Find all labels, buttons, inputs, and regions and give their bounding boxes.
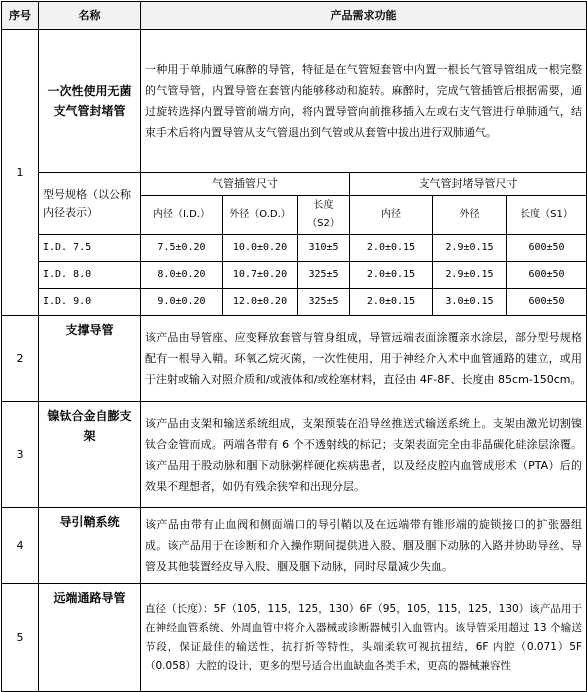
spec-bronch-header: 支气管封堵导管尺寸	[350, 173, 587, 196]
product-requirements-table	[1, 1, 587, 692]
spec-cell: 9.0±0.20	[141, 289, 223, 316]
spec-row	[2, 289, 587, 316]
spec-trach-header: 气管插管尺寸	[141, 173, 350, 196]
product-description: 该产品由导管座、应变释放套管与管身组成，导管远端表面涂覆亲水涂层，部分型号规格配有一根导入鞘。环氧乙烷灭菌，一次性使用，用于神经介入术中血管通路的建立，或用于注射或输入对照介质和/或液体和/或栓塞材料，直径由 4F-8F、长度由 85cm-150cm。	[141, 316, 587, 402]
row-number: 1	[2, 30, 39, 316]
spec-model-header: 型号规格（以公称内径表示）	[39, 173, 141, 235]
spec-header-row	[2, 173, 587, 196]
table-row	[2, 508, 587, 584]
spec-cell: 600±50	[507, 262, 587, 289]
product-description: 该产品由支架和输送系统组成，支架预装在沿导丝推送式输送系统上。支架由激光切割镍钛合金管而成。两端各带有 6 个不透射线的标记；支架表面完全由非晶碳化硅涂层涂覆。该产品用于股动脉和腘下动脉粥样硬化疾病患者，以及经皮腔内血管成形术（PTA）后的效果不理想者，如仍有残余狭窄和出现分层。	[141, 402, 587, 508]
product-name: 导引鞘系统	[39, 508, 141, 584]
row-number: 2	[2, 316, 39, 402]
spec-cell: 8.0±0.20	[141, 262, 223, 289]
spec-cell: 10.0±0.20	[223, 235, 298, 262]
row-number: 4	[2, 508, 39, 584]
spec-model: I.D. 7.5	[39, 235, 141, 262]
spec-cell: 600±50	[507, 289, 587, 316]
spec-cell: 2.0±0.15	[350, 289, 433, 316]
product-description: 一种用于单肺通气麻醉的导管，特征是在气管短套管中内置一根长气管导管组成一根完整的气管导管，内置导管在套管内能够移动和旋转。麻醉时，完成气管插管后根据需要，通过旋转选择内置导管前端方向，将内置导管向前推移插入左或右支气管进行单肺通气，结束手术后将内置导管从支气管退出到气管或从套管中拔出进行双肺通气。	[141, 30, 587, 173]
product-name: 远端通路导管	[39, 584, 141, 692]
spec-cell: 2.0±0.15	[350, 235, 433, 262]
spec-row	[2, 262, 587, 289]
spec-subheader: 长度（S2）	[298, 196, 350, 235]
header-no: 序号	[2, 2, 39, 30]
spec-cell: 310±5	[298, 235, 350, 262]
table-row	[2, 30, 587, 173]
product-description: 直径（长度）：5F（105，115，125，130）6F（95，105，115，125，130）该产品用于在神经血管系统、外周血管中将介入器械或诊断器械引入血管内。该导管采用超过 13 个输送节段，保证最佳的输送性，抗打折等特性，头端柔软可视抗扭结，6F 内腔（0.071）5F（0.058）大腔的设计，更多的型号适合出血缺血各类手术，更高的器械兼容性	[141, 584, 587, 692]
spec-cell: 325±5	[298, 289, 350, 316]
spec-model: I.D. 9.0	[39, 289, 141, 316]
spec-cell: 10.7±0.20	[223, 262, 298, 289]
product-name: 支撑导管	[39, 316, 141, 402]
spec-subheader: 外径（O.D.）	[223, 196, 298, 235]
spec-subheader: 内径	[350, 196, 433, 235]
spec-subheader: 内径（I.D.）	[141, 196, 223, 235]
spec-cell: 12.0±0.20	[223, 289, 298, 316]
table-row	[2, 316, 587, 402]
table-row	[2, 402, 587, 508]
table-row	[2, 584, 587, 692]
spec-subheader: 长度（S1）	[507, 196, 587, 235]
spec-cell: 2.9±0.15	[433, 262, 507, 289]
row-number: 3	[2, 402, 39, 508]
header-function: 产品需求功能	[141, 2, 587, 30]
document-page	[0, 1, 587, 674]
spec-cell: 2.0±0.15	[350, 262, 433, 289]
spec-cell: 7.5±0.20	[141, 235, 223, 262]
spec-cell: 325±5	[298, 262, 350, 289]
header-name: 名称	[39, 2, 141, 30]
spec-row	[2, 235, 587, 262]
spec-cell: 3.0±0.15	[433, 289, 507, 316]
spec-model: I.D. 8.0	[39, 262, 141, 289]
table-header-row	[2, 2, 587, 30]
product-name: 镍钛合金自膨支架	[39, 402, 141, 508]
spec-cell: 2.9±0.15	[433, 235, 507, 262]
spec-cell: 600±50	[507, 235, 587, 262]
row-number: 5	[2, 584, 39, 692]
spec-subheader: 外径	[433, 196, 507, 235]
product-name: 一次性使用无菌支气管封堵管	[39, 30, 141, 173]
product-description: 该产品由带有止血阀和侧面端口的导引鞘以及在远端带有锥形端的旋锁接口的扩张器组成。该产品用于在诊断和介入操作期间提供进入股、腘及腘下动脉的入路并协助导丝、导管及其他装置经皮导入股、腘及腘下动脉，同时尽量减少失血。	[141, 508, 587, 584]
